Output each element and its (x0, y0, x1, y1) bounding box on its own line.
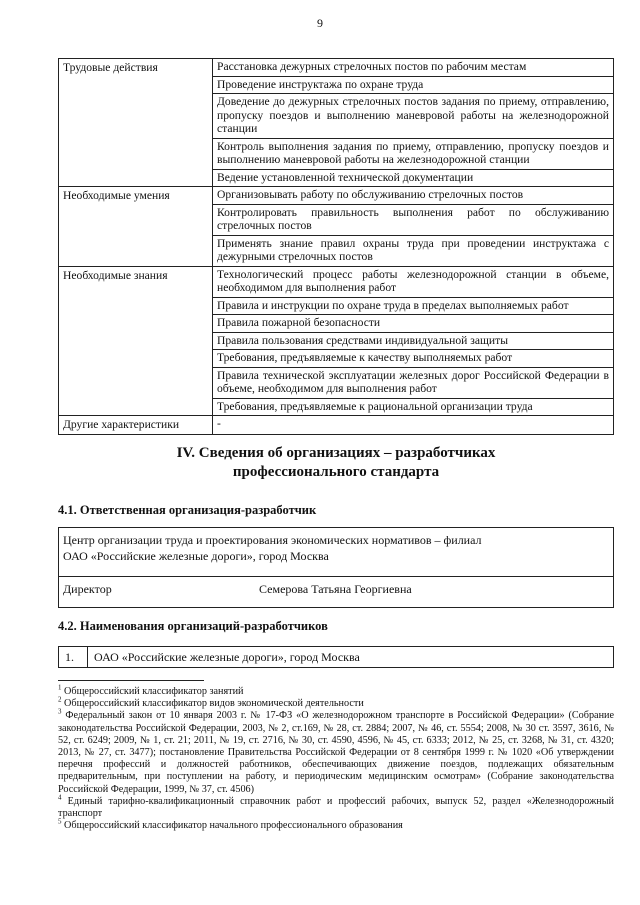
function-item: Проведение инструктажа по охране труда (213, 76, 614, 94)
function-row-label: Другие характеристики (59, 416, 213, 435)
function-item: Правила технической эксплуатации железных дорог Российской Федерации в объеме, необходимом для выполнения работ (213, 367, 614, 398)
footnote-mark: 5 (58, 817, 62, 826)
function-table-row (59, 416, 614, 435)
labor-functions-table (58, 58, 614, 435)
responsible-org-line1: Центр организации труда и проектирования экономических нормативов – филиал (63, 533, 482, 547)
developer-name: ОАО «Российские железные дороги», город Москва (88, 647, 614, 668)
function-item: Применять знание правил охраны труда при проведении инструктажа с дежурными стрелочных постов (213, 235, 614, 266)
function-item: Требования, предъявляемые к качеству выполняемых работ (213, 350, 614, 368)
footnote-mark: 1 (58, 683, 62, 692)
function-item: - (213, 416, 614, 435)
section-iv-heading (58, 444, 614, 482)
function-item: Ведение установленной технической документации (213, 169, 614, 187)
footnote (58, 695, 614, 710)
director-label: Директор (63, 582, 112, 596)
footnote-mark: 2 (58, 695, 62, 704)
footnote-text: Общероссийский классификатор начального профессионального образования (61, 820, 403, 832)
function-table-row (59, 59, 614, 77)
function-item: Расстановка дежурных стрелочных постов по рабочим местам (213, 59, 614, 77)
function-item: Требования, предъявляемые к рациональной организации труда (213, 398, 614, 416)
function-item: Доведение до дежурных стрелочных постов задания по приему, отправлению, пропуску поездов и выполнению маневровой работы на железнодорожной станции (213, 94, 614, 139)
footnote-text: Федеральный закон от 10 января 2003 г. № 17-ФЗ «О железнодорожном транспорте в Российской Федерации» (Собрание законодательства Российской Федерации, 2003, № 2, ст.169, № 28, ст. 2884; 2007, № 46, ст. 5554; 2008, № 30 ст. 3597, 3616, № 52, ст. 6249; 2009, № 1, ст. 21; 2011, № 19, ст. 2716, № 30, ст. 4590, 4596, № 45, ст. 6333; 2012, № 25, ст. 3268, № 31, ст. 4320; 2013, № 27, ст. 3477); постановление Правительства Российской Федерации от 8 сентября 1999 г. № 1020 «Об утверждении перечня профессий и должностей работников, обеспечивающих движение поездов, подлежащих обязательным предварительным, при поступлении на работу, и периодическим медицинским осмотрам» (Собрание законодательства Российской Федерации, 1999, № 37, ст. 4506) (58, 710, 614, 795)
function-row-label: Трудовые действия (59, 59, 213, 187)
developer-orgs-heading: 4.2. Наименования организаций-разработчиков (58, 619, 328, 633)
developer-row (59, 647, 614, 668)
responsible-org-cell (59, 528, 614, 577)
function-table-row (59, 187, 614, 205)
section-iv-title-line2: профессионального стандарта (232, 464, 440, 480)
section-iv-title-line1: IV. Сведения об организациях – разработчиках (176, 445, 496, 461)
footnote-mark: 4 (58, 793, 62, 802)
footnotes (58, 683, 614, 832)
footnote (58, 793, 614, 820)
function-item: Контролировать правильность выполнения работ по обслуживанию стрелочных постов (213, 204, 614, 235)
function-item: Правила пожарной безопасности (213, 315, 614, 333)
footnote (58, 817, 614, 832)
developer-number: 1. (59, 647, 88, 668)
footnote-mark: 3 (58, 708, 62, 717)
function-item: Правила пользования средствами индивидуальной защиты (213, 332, 614, 350)
footnote (58, 710, 614, 795)
function-row-label: Необходимые знания (59, 266, 213, 416)
footnote (58, 683, 614, 698)
function-item: Контроль выполнения задания по приему, отправлению, пропуску поездов и выполнению маневровой работы на железнодорожной станции (213, 138, 614, 169)
footnote-text: Общероссийский классификатор видов экономической деятельности (61, 698, 364, 710)
responsible-org-table (58, 527, 614, 608)
director-name: Семерова Татьяна Георгиевна (259, 582, 412, 596)
footnote-text: Общероссийский классификатор занятий (61, 686, 244, 697)
function-row-label: Необходимые умения (59, 187, 213, 267)
function-table-row (59, 266, 614, 297)
responsible-org-line2: ОАО «Российские железные дороги», город Москва (63, 549, 329, 563)
function-item: Технологический процесс работы железнодорожной станции в объеме, необходимом для выполнения работ (213, 266, 614, 297)
responsible-org-heading: 4.1. Ответственная организация-разработчик (58, 503, 317, 517)
footnote-divider (58, 680, 204, 681)
director-cell (59, 577, 614, 608)
footnote-text: Единый тарифно-квалификационный справочник работ и профессий рабочих, выпуск 52, раздел «Железнодорожный транспорт (58, 795, 614, 820)
page-number: 9 (317, 16, 323, 30)
function-item: Организовывать работу по обслуживанию стрелочных постов (213, 187, 614, 205)
function-item: Правила и инструкции по охране труда в пределах выполняемых работ (213, 297, 614, 315)
developer-orgs-table (58, 646, 614, 668)
